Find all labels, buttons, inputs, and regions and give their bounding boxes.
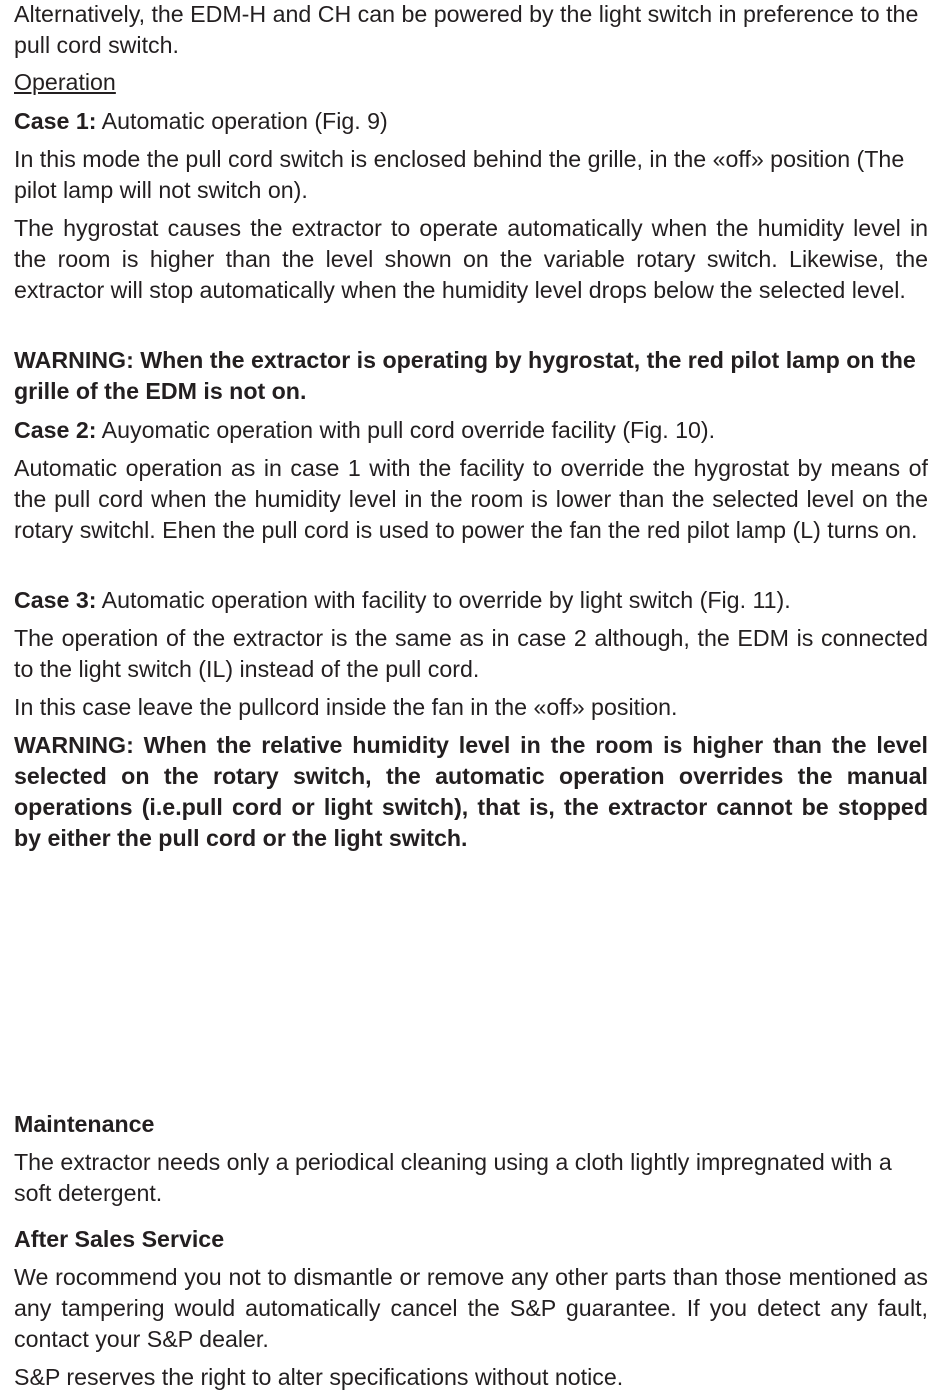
- case2-label: Case 2:: [14, 417, 97, 443]
- case1-warning: WARNING: When the extractor is operating by hygrostat, the red pilot lamp on the grille of the EDM is not on.: [14, 347, 916, 404]
- case3-title: Automatic operation with facility to override by light switch (Fig. 11).: [96, 587, 791, 613]
- maintenance-heading: Maintenance: [14, 1111, 155, 1137]
- case1-label: Case 1:: [14, 108, 97, 134]
- after-sales-paragraph: We rocommend you not to dismantle or remove any other parts than those mentioned as any tampering would automatically cancel the S&P guarantee. If you detect any fault, contact your S&P dealer.: [14, 1264, 928, 1352]
- case1-title: Automatic operation (Fig. 9): [96, 108, 388, 134]
- specifications-notice: S&P reserves the right to alter specifications without notice.: [14, 1364, 624, 1390]
- case2-title: Auyomatic operation with pull cord override facility (Fig. 10).: [96, 417, 716, 443]
- case1-paragraph-2: The hygrostat causes the extractor to operate automatically when the humidity level in the room is higher than the level shown on the variable rotary switch. Likewise, the extractor will stop automatically when the humidity level drops below the selected level.: [14, 215, 928, 303]
- maintenance-paragraph: The extractor needs only a periodical cleaning using a cloth lightly impregnated with a soft detergent.: [14, 1149, 892, 1206]
- intro-paragraph: Alternatively, the EDM-H and CH can be powered by the light switch in preference to the pull cord switch.: [14, 1, 919, 58]
- case3-warning: WARNING: When the relative humidity level in the room is higher than the level selected on the rotary switch, the automatic operation overrides the manual operations (i.e.pull cord or light switch), that is, the extractor cannot be stopped by either the pull cord or the light switch.: [14, 732, 928, 851]
- case2-heading: [14, 415, 928, 446]
- operation-heading: Operation: [14, 69, 116, 95]
- case3-paragraph-2: In this case leave the pullcord inside the fan in the «off» position.: [14, 694, 678, 720]
- case3-heading: [14, 585, 928, 616]
- case1-paragraph-1: In this mode the pull cord switch is enclosed behind the grille, in the «off» position (The pilot lamp will not switch on).: [14, 146, 905, 203]
- case1-heading: [14, 106, 928, 137]
- case3-label: Case 3:: [14, 587, 97, 613]
- case3-paragraph-1: The operation of the extractor is the same as in case 2 although, the EDM is connected to the light switch (IL) instead of the pull cord.: [14, 625, 928, 682]
- after-sales-heading: After Sales Service: [14, 1226, 225, 1252]
- case2-paragraph: Automatic operation as in case 1 with the facility to override the hygrostat by means of the pull cord when the humidity level in the room is lower than the selected level on the rotary switchl. Ehen the pull cord is used to power the fan the red pilot lamp (L) turns on.: [14, 455, 928, 543]
